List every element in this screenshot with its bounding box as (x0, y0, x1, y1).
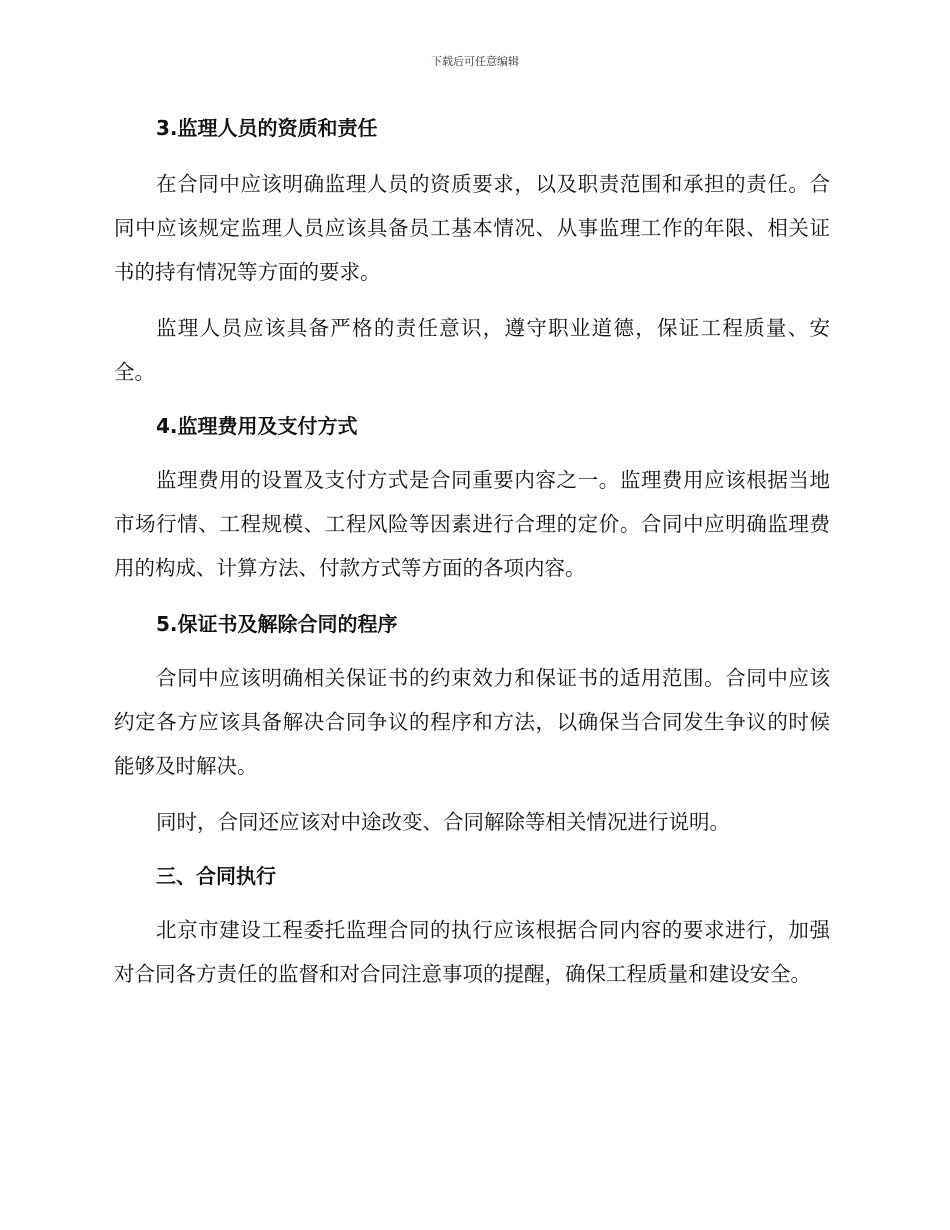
paragraph-responsibility-awareness: 监理人员应该具备严格的责任意识，遵守职业道德，保证工程质量、安全。 (114, 316, 830, 384)
section-heading-contract-execution: 三、合同执行 (156, 864, 276, 888)
section-heading-4: 4.监理费用及支付方式 (156, 414, 358, 438)
section-heading-3: 3.监理人员的资质和责任 (156, 116, 378, 140)
paragraph-fee-payment: 监理费用的设置及支付方式是合同重要内容之一。监理费用应该根据当地市场行情、工程规模、工程风险等因素进行合理的定价。合同中应明确监理费用的构成、计算方法、付款方式等方面的各项内容。 (114, 468, 830, 580)
paragraph-contract-changes: 同时，合同还应该对中途改变、合同解除等相关情况进行说明。 (156, 810, 730, 834)
paragraph-guarantee-dispute: 合同中应该明确相关保证书的约束效力和保证书的适用范围。合同中应该约定各方应该具备解决合同争议的程序和方法，以确保当合同发生争议的时候能够及时解决。 (114, 666, 830, 778)
section-heading-5: 5.保证书及解除合同的程序 (156, 612, 398, 636)
paragraph-contract-execution: 北京市建设工程委托监理合同的执行应该根据合同内容的要求进行，加强对合同各方责任的监督和对合同注意事项的提醒，确保工程质量和建设安全。 (114, 918, 830, 986)
page-header: 下载后可任意编辑 (431, 55, 519, 68)
paragraph-qualification-requirements: 在合同中应该明确监理人员的资质要求，以及职责范围和承担的责任。合同中应该规定监理人员应该具备员工基本情况、从事监理工作的年限、相关证书的持有情况等方面的要求。 (114, 172, 830, 284)
